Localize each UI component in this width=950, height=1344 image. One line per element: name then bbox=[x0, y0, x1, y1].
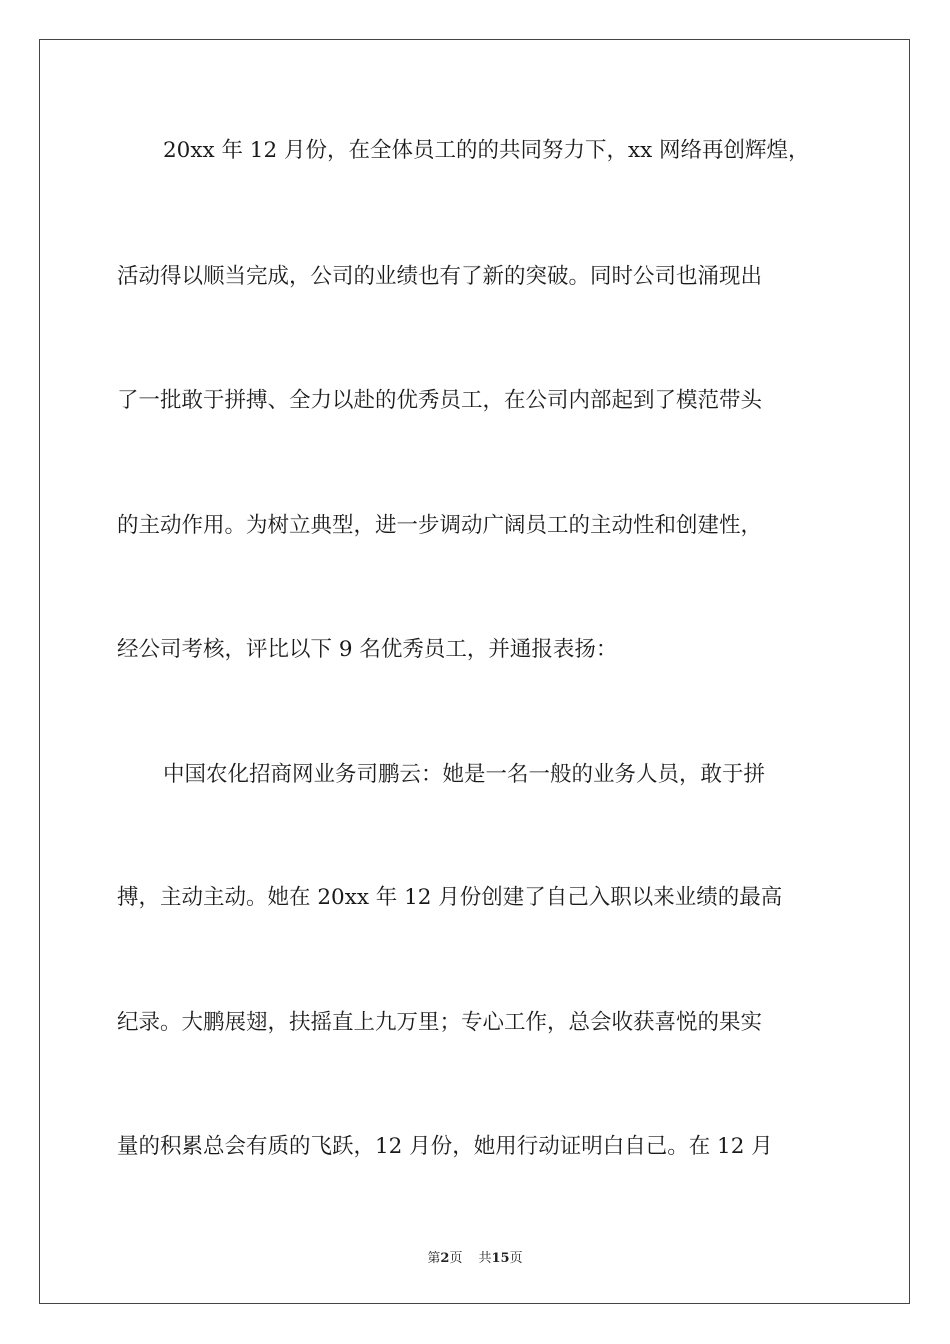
paragraph-2-line-1: 中国农化招商网业务司鹏云：她是一名一般的业务人员，敢于拼 bbox=[163, 762, 766, 787]
page-prefix: 第 bbox=[427, 1251, 441, 1266]
paragraph-2-line-2: 搏，主动主动。她在 20xx 年 12 月份创建了自己入职以来业绩的最高 bbox=[117, 885, 783, 910]
page-suffix: 页 bbox=[449, 1251, 463, 1266]
paragraph-1-line-4: 的主动作用。为树立典型，进一步调动广阔员工的主动性和创建性， bbox=[117, 513, 763, 538]
total-suffix: 页 bbox=[509, 1251, 523, 1266]
total-pages: 15 bbox=[491, 1251, 510, 1266]
paragraph-2-line-3: 纪录。大鹏展翅，扶摇直上九万里；专心工作，总会收获喜悦的果实 bbox=[117, 1010, 763, 1035]
paragraph-1-line-3: 了一批敢于拼搏、全力以赴的优秀员工，在公司内部起到了模范带头 bbox=[117, 388, 763, 413]
page-frame bbox=[39, 39, 910, 1304]
page-footer bbox=[0, 1247, 950, 1266]
paragraph-1-line-1: 20xx 年 12 月份，在全体员工的的共同努力下，xx 网络再创辉煌， bbox=[163, 138, 810, 163]
total-prefix: 共 bbox=[478, 1251, 492, 1266]
paragraph-1-line-2: 活动得以顺当完成，公司的业绩也有了新的突破。同时公司也涌现出 bbox=[117, 264, 763, 289]
paragraph-1-line-5: 经公司考核，评比以下 9 名优秀员工，并通报表扬： bbox=[117, 637, 618, 662]
paragraph-2-line-4: 量的积累总会有质的飞跃，12 月份，她用行动证明白自己。在 12 月 bbox=[117, 1134, 773, 1159]
page-number: 2 bbox=[440, 1251, 450, 1266]
